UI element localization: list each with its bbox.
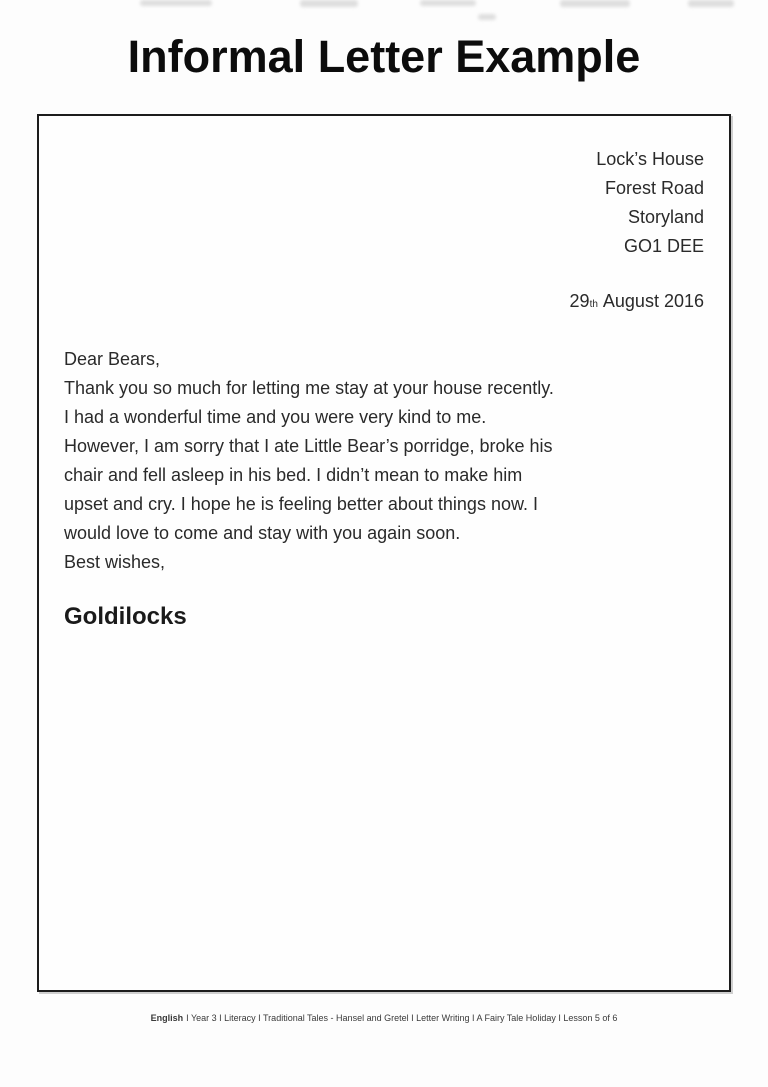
letter-body xyxy=(64,345,684,577)
body-line-4: chair and fell asleep in his bed. I didn’t mean to make him xyxy=(64,465,523,485)
footer-subject: English xyxy=(150,1013,184,1023)
scan-artifact xyxy=(420,0,476,6)
address-line-4: GO1 DEE xyxy=(623,236,704,256)
date-ordinal: th xyxy=(589,299,598,310)
salutation: Dear Bears, xyxy=(64,349,161,369)
page-title: Informal Letter Example xyxy=(127,31,641,82)
address-line-3: Storyland xyxy=(627,207,704,227)
closing: Best wishes, xyxy=(64,552,166,572)
signature: Goldilocks xyxy=(64,603,187,630)
scan-artifact xyxy=(478,14,496,20)
address-line-1: Lock’s House xyxy=(596,149,704,169)
sender-address xyxy=(39,145,704,261)
body-line-1: Thank you so much for letting me stay at your house recently. xyxy=(64,378,554,398)
letter-date xyxy=(39,287,704,319)
footer-trail: I Year 3 I Literacy I Traditional Tales - Hansel and Gretel I Letter Writing I A Fairy Tale Holiday I Lesson 5 of 6 xyxy=(186,1013,618,1023)
body-line-6: would love to come and stay with you again soon. xyxy=(64,523,461,543)
scan-artifact xyxy=(560,0,630,7)
body-line-5: upset and cry. I hope he is feeling better about things now. I xyxy=(64,494,538,514)
address-line-2: Forest Road xyxy=(604,178,704,198)
footer-breadcrumb xyxy=(0,1012,768,1025)
body-line-3: However, I am sorry that I ate Little Bear’s porridge, broke his xyxy=(64,436,553,456)
letter-frame xyxy=(37,114,731,992)
scan-artifact xyxy=(688,0,734,7)
scan-artifact xyxy=(300,0,358,7)
date-day: 29 xyxy=(569,291,590,311)
date-rest: August 2016 xyxy=(602,291,704,311)
body-line-2: I had a wonderful time and you were very kind to me. xyxy=(64,407,487,427)
scan-artifact xyxy=(140,0,212,6)
